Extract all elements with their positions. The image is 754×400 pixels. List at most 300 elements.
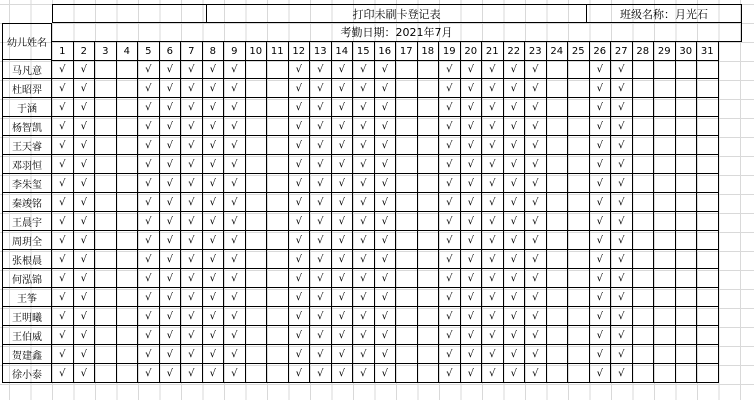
attendance-cell[interactable]: [633, 136, 655, 155]
attendance-cell[interactable]: √: [353, 364, 375, 383]
attendance-cell[interactable]: √: [160, 136, 182, 155]
attendance-cell[interactable]: [633, 98, 655, 117]
child-name[interactable]: 王天睿: [2, 136, 52, 155]
attendance-cell[interactable]: √: [332, 79, 354, 98]
attendance-cell[interactable]: [117, 60, 139, 79]
attendance-cell[interactable]: √: [332, 345, 354, 364]
attendance-cell[interactable]: [633, 364, 655, 383]
child-name[interactable]: 王伯威: [2, 326, 52, 345]
attendance-cell[interactable]: [396, 136, 418, 155]
attendance-cell[interactable]: √: [375, 326, 397, 345]
attendance-cell[interactable]: √: [74, 60, 96, 79]
attendance-cell[interactable]: √: [482, 212, 504, 231]
attendance-cell[interactable]: √: [74, 250, 96, 269]
attendance-cell[interactable]: √: [439, 345, 461, 364]
attendance-cell[interactable]: [418, 307, 440, 326]
attendance-cell[interactable]: √: [504, 136, 526, 155]
attendance-cell[interactable]: √: [375, 269, 397, 288]
attendance-cell[interactable]: √: [482, 231, 504, 250]
attendance-cell[interactable]: [676, 307, 698, 326]
spacer-cell[interactable]: [52, 4, 207, 23]
attendance-cell[interactable]: √: [482, 174, 504, 193]
attendance-cell[interactable]: √: [310, 193, 332, 212]
attendance-cell[interactable]: √: [439, 155, 461, 174]
attendance-cell[interactable]: √: [160, 212, 182, 231]
attendance-cell[interactable]: √: [289, 60, 311, 79]
attendance-cell[interactable]: √: [332, 288, 354, 307]
attendance-cell[interactable]: √: [138, 60, 160, 79]
attendance-cell[interactable]: √: [74, 288, 96, 307]
day-header-2[interactable]: 2: [74, 42, 96, 61]
attendance-cell[interactable]: [633, 60, 655, 79]
attendance-cell[interactable]: [654, 250, 676, 269]
day-header-19[interactable]: 19: [439, 42, 461, 61]
attendance-cell[interactable]: √: [482, 307, 504, 326]
attendance-cell[interactable]: √: [611, 117, 633, 136]
attendance-cell[interactable]: [117, 364, 139, 383]
attendance-cell[interactable]: √: [203, 326, 225, 345]
attendance-cell[interactable]: √: [332, 250, 354, 269]
attendance-cell[interactable]: √: [353, 174, 375, 193]
attendance-cell[interactable]: √: [353, 155, 375, 174]
attendance-cell[interactable]: [697, 117, 719, 136]
attendance-cell[interactable]: [676, 288, 698, 307]
attendance-cell[interactable]: √: [289, 269, 311, 288]
attendance-cell[interactable]: √: [203, 231, 225, 250]
attendance-cell[interactable]: √: [504, 212, 526, 231]
attendance-cell[interactable]: √: [160, 364, 182, 383]
attendance-cell[interactable]: √: [289, 155, 311, 174]
attendance-cell[interactable]: √: [52, 117, 74, 136]
attendance-cell[interactable]: [396, 174, 418, 193]
attendance-cell[interactable]: √: [525, 345, 547, 364]
attendance-cell[interactable]: [676, 155, 698, 174]
attendance-cell[interactable]: [654, 155, 676, 174]
attendance-cell[interactable]: [246, 212, 268, 231]
attendance-cell[interactable]: √: [289, 231, 311, 250]
attendance-cell[interactable]: √: [353, 345, 375, 364]
attendance-cell[interactable]: [676, 136, 698, 155]
attendance-cell[interactable]: [418, 98, 440, 117]
attendance-cell[interactable]: [246, 231, 268, 250]
attendance-cell[interactable]: [633, 155, 655, 174]
attendance-cell[interactable]: √: [310, 269, 332, 288]
attendance-cell[interactable]: √: [203, 193, 225, 212]
attendance-cell[interactable]: √: [289, 307, 311, 326]
class-name-label[interactable]: 班级名称：月光石: [587, 4, 742, 23]
attendance-cell[interactable]: √: [74, 193, 96, 212]
attendance-cell[interactable]: [95, 79, 117, 98]
attendance-cell[interactable]: [418, 155, 440, 174]
attendance-cell[interactable]: √: [203, 98, 225, 117]
attendance-cell[interactable]: [95, 231, 117, 250]
attendance-cell[interactable]: [547, 117, 569, 136]
attendance-cell[interactable]: [676, 117, 698, 136]
attendance-cell[interactable]: [95, 193, 117, 212]
attendance-cell[interactable]: √: [310, 307, 332, 326]
attendance-cell[interactable]: √: [224, 136, 246, 155]
child-name[interactable]: 马凡意: [2, 60, 52, 79]
attendance-cell[interactable]: [117, 288, 139, 307]
attendance-cell[interactable]: [547, 364, 569, 383]
attendance-cell[interactable]: [568, 231, 590, 250]
attendance-cell[interactable]: √: [590, 117, 612, 136]
attendance-cell[interactable]: √: [224, 60, 246, 79]
attendance-cell[interactable]: [267, 136, 289, 155]
attendance-cell[interactable]: [697, 212, 719, 231]
attendance-cell[interactable]: [547, 174, 569, 193]
attendance-cell[interactable]: [246, 155, 268, 174]
attendance-cell[interactable]: √: [375, 250, 397, 269]
attendance-cell[interactable]: √: [160, 250, 182, 269]
attendance-cell[interactable]: √: [375, 288, 397, 307]
attendance-cell[interactable]: [633, 250, 655, 269]
attendance-cell[interactable]: [547, 231, 569, 250]
attendance-cell[interactable]: √: [525, 212, 547, 231]
attendance-cell[interactable]: [95, 117, 117, 136]
attendance-cell[interactable]: √: [461, 212, 483, 231]
attendance-cell[interactable]: [418, 288, 440, 307]
attendance-cell[interactable]: √: [224, 326, 246, 345]
attendance-cell[interactable]: √: [203, 345, 225, 364]
child-name[interactable]: 周玥全: [2, 231, 52, 250]
attendance-cell[interactable]: [697, 307, 719, 326]
attendance-cell[interactable]: [568, 98, 590, 117]
attendance-cell[interactable]: √: [289, 364, 311, 383]
attendance-cell[interactable]: [117, 326, 139, 345]
attendance-cell[interactable]: √: [138, 98, 160, 117]
attendance-cell[interactable]: [418, 364, 440, 383]
day-header-6[interactable]: 6: [160, 42, 182, 61]
attendance-cell[interactable]: [267, 174, 289, 193]
attendance-cell[interactable]: [676, 193, 698, 212]
attendance-cell[interactable]: [697, 250, 719, 269]
attendance-cell[interactable]: √: [160, 326, 182, 345]
attendance-cell[interactable]: [654, 98, 676, 117]
day-header-22[interactable]: 22: [504, 42, 526, 61]
attendance-cell[interactable]: √: [461, 288, 483, 307]
attendance-cell[interactable]: √: [289, 326, 311, 345]
attendance-cell[interactable]: √: [289, 98, 311, 117]
attendance-cell[interactable]: √: [203, 269, 225, 288]
attendance-cell[interactable]: [633, 117, 655, 136]
attendance-cell[interactable]: √: [353, 98, 375, 117]
attendance-cell[interactable]: √: [590, 250, 612, 269]
attendance-cell[interactable]: [396, 326, 418, 345]
attendance-cell[interactable]: [568, 364, 590, 383]
attendance-cell[interactable]: √: [590, 60, 612, 79]
attendance-cell[interactable]: √: [504, 79, 526, 98]
attendance-cell[interactable]: [697, 155, 719, 174]
attendance-cell[interactable]: √: [461, 250, 483, 269]
attendance-cell[interactable]: [697, 60, 719, 79]
attendance-cell[interactable]: √: [160, 60, 182, 79]
attendance-cell[interactable]: √: [181, 288, 203, 307]
attendance-cell[interactable]: [568, 174, 590, 193]
attendance-cell[interactable]: [654, 79, 676, 98]
attendance-cell[interactable]: [95, 345, 117, 364]
attendance-cell[interactable]: [95, 136, 117, 155]
attendance-cell[interactable]: √: [482, 250, 504, 269]
day-header-15[interactable]: 15: [353, 42, 375, 61]
attendance-cell[interactable]: [633, 345, 655, 364]
attendance-cell[interactable]: [676, 212, 698, 231]
child-name[interactable]: 邓羽恒: [2, 155, 52, 174]
attendance-cell[interactable]: √: [310, 345, 332, 364]
day-header-26[interactable]: 26: [590, 42, 612, 61]
attendance-cell[interactable]: [654, 212, 676, 231]
attendance-cell[interactable]: √: [590, 345, 612, 364]
attendance-cell[interactable]: √: [482, 364, 504, 383]
day-header-11[interactable]: 11: [267, 42, 289, 61]
day-header-27[interactable]: 27: [611, 42, 633, 61]
attendance-cell[interactable]: √: [74, 364, 96, 383]
attendance-cell[interactable]: [547, 345, 569, 364]
attendance-cell[interactable]: √: [525, 269, 547, 288]
day-header-23[interactable]: 23: [525, 42, 547, 61]
attendance-cell[interactable]: √: [482, 136, 504, 155]
day-header-12[interactable]: 12: [289, 42, 311, 61]
attendance-cell[interactable]: [676, 60, 698, 79]
attendance-cell[interactable]: [568, 193, 590, 212]
attendance-cell[interactable]: [117, 136, 139, 155]
attendance-cell[interactable]: [267, 212, 289, 231]
attendance-cell[interactable]: √: [525, 174, 547, 193]
attendance-cell[interactable]: [547, 193, 569, 212]
attendance-cell[interactable]: [117, 193, 139, 212]
attendance-cell[interactable]: √: [332, 269, 354, 288]
attendance-cell[interactable]: √: [138, 364, 160, 383]
attendance-cell[interactable]: √: [590, 212, 612, 231]
attendance-cell[interactable]: √: [203, 250, 225, 269]
attendance-cell[interactable]: √: [525, 193, 547, 212]
attendance-cell[interactable]: √: [375, 60, 397, 79]
attendance-cell[interactable]: [547, 212, 569, 231]
attendance-cell[interactable]: [568, 269, 590, 288]
attendance-cell[interactable]: [246, 307, 268, 326]
attendance-cell[interactable]: √: [138, 155, 160, 174]
day-header-13[interactable]: 13: [310, 42, 332, 61]
attendance-cell[interactable]: √: [289, 136, 311, 155]
attendance-cell[interactable]: √: [525, 79, 547, 98]
attendance-cell[interactable]: √: [138, 193, 160, 212]
attendance-cell[interactable]: [568, 345, 590, 364]
attendance-cell[interactable]: √: [74, 212, 96, 231]
attendance-cell[interactable]: √: [461, 231, 483, 250]
attendance-cell[interactable]: √: [439, 174, 461, 193]
child-name[interactable]: 徐小泰: [2, 364, 52, 383]
attendance-cell[interactable]: [654, 231, 676, 250]
attendance-cell[interactable]: [654, 136, 676, 155]
day-header-31[interactable]: 31: [697, 42, 719, 61]
attendance-cell[interactable]: √: [181, 250, 203, 269]
day-header-30[interactable]: 30: [676, 42, 698, 61]
attendance-cell[interactable]: [246, 174, 268, 193]
attendance-cell[interactable]: √: [160, 269, 182, 288]
attendance-cell[interactable]: √: [482, 79, 504, 98]
attendance-cell[interactable]: √: [461, 117, 483, 136]
attendance-cell[interactable]: √: [74, 79, 96, 98]
day-header-4[interactable]: 4: [117, 42, 139, 61]
attendance-cell[interactable]: √: [52, 98, 74, 117]
day-header-3[interactable]: 3: [95, 42, 117, 61]
attendance-cell[interactable]: √: [52, 345, 74, 364]
attendance-cell[interactable]: [418, 174, 440, 193]
attendance-cell[interactable]: [246, 60, 268, 79]
attendance-cell[interactable]: √: [310, 79, 332, 98]
attendance-cell[interactable]: √: [611, 269, 633, 288]
attendance-cell[interactable]: [396, 117, 418, 136]
attendance-cell[interactable]: √: [482, 193, 504, 212]
attendance-cell[interactable]: [95, 364, 117, 383]
attendance-cell[interactable]: √: [439, 326, 461, 345]
attendance-cell[interactable]: √: [224, 307, 246, 326]
attendance-cell[interactable]: √: [74, 231, 96, 250]
attendance-cell[interactable]: √: [504, 250, 526, 269]
attendance-cell[interactable]: [654, 288, 676, 307]
attendance-cell[interactable]: √: [203, 364, 225, 383]
attendance-cell[interactable]: [267, 307, 289, 326]
attendance-cell[interactable]: [568, 326, 590, 345]
attendance-cell[interactable]: √: [224, 364, 246, 383]
attendance-cell[interactable]: √: [375, 364, 397, 383]
attendance-cell[interactable]: [418, 60, 440, 79]
attendance-cell[interactable]: √: [611, 60, 633, 79]
attendance-cell[interactable]: [267, 98, 289, 117]
attendance-cell[interactable]: √: [160, 288, 182, 307]
attendance-cell[interactable]: [246, 269, 268, 288]
attendance-cell[interactable]: √: [525, 364, 547, 383]
attendance-cell[interactable]: √: [504, 155, 526, 174]
attendance-cell[interactable]: [654, 364, 676, 383]
day-header-8[interactable]: 8: [203, 42, 225, 61]
attendance-cell[interactable]: √: [590, 174, 612, 193]
attendance-cell[interactable]: √: [375, 79, 397, 98]
attendance-cell[interactable]: √: [74, 307, 96, 326]
attendance-cell[interactable]: √: [138, 269, 160, 288]
attendance-cell[interactable]: √: [332, 98, 354, 117]
attendance-cell[interactable]: √: [289, 193, 311, 212]
attendance-cell[interactable]: [267, 155, 289, 174]
attendance-cell[interactable]: √: [353, 250, 375, 269]
attendance-cell[interactable]: √: [224, 288, 246, 307]
child-name[interactable]: 张根晨: [2, 250, 52, 269]
attendance-cell[interactable]: √: [310, 250, 332, 269]
attendance-cell[interactable]: √: [590, 326, 612, 345]
day-header-14[interactable]: 14: [332, 42, 354, 61]
attendance-cell[interactable]: √: [611, 250, 633, 269]
attendance-cell[interactable]: √: [160, 193, 182, 212]
attendance-cell[interactable]: √: [224, 174, 246, 193]
attendance-cell[interactable]: √: [482, 288, 504, 307]
attendance-cell[interactable]: √: [375, 174, 397, 193]
attendance-cell[interactable]: √: [461, 326, 483, 345]
attendance-cell[interactable]: √: [74, 136, 96, 155]
attendance-cell[interactable]: √: [525, 136, 547, 155]
attendance-cell[interactable]: √: [504, 288, 526, 307]
attendance-cell[interactable]: √: [353, 117, 375, 136]
attendance-cell[interactable]: √: [310, 174, 332, 193]
attendance-date-label[interactable]: 考勤日期：2021年7月: [52, 23, 742, 42]
attendance-cell[interactable]: √: [310, 98, 332, 117]
attendance-cell[interactable]: [396, 269, 418, 288]
attendance-cell[interactable]: [267, 231, 289, 250]
child-name[interactable]: 王晨宇: [2, 212, 52, 231]
attendance-cell[interactable]: [633, 269, 655, 288]
attendance-cell[interactable]: √: [611, 174, 633, 193]
attendance-cell[interactable]: [246, 250, 268, 269]
attendance-cell[interactable]: [568, 288, 590, 307]
attendance-cell[interactable]: √: [138, 288, 160, 307]
attendance-cell[interactable]: √: [461, 79, 483, 98]
attendance-cell[interactable]: [246, 79, 268, 98]
attendance-cell[interactable]: √: [181, 307, 203, 326]
attendance-cell[interactable]: [267, 345, 289, 364]
attendance-cell[interactable]: [697, 345, 719, 364]
attendance-cell[interactable]: √: [203, 79, 225, 98]
attendance-cell[interactable]: √: [353, 79, 375, 98]
attendance-cell[interactable]: [396, 79, 418, 98]
attendance-cell[interactable]: √: [138, 117, 160, 136]
attendance-cell[interactable]: [633, 79, 655, 98]
attendance-cell[interactable]: √: [332, 193, 354, 212]
attendance-cell[interactable]: √: [590, 155, 612, 174]
attendance-cell[interactable]: √: [439, 231, 461, 250]
attendance-cell[interactable]: √: [504, 326, 526, 345]
attendance-cell[interactable]: [568, 212, 590, 231]
day-header-17[interactable]: 17: [396, 42, 418, 61]
attendance-cell[interactable]: √: [525, 326, 547, 345]
attendance-cell[interactable]: [95, 288, 117, 307]
attendance-cell[interactable]: √: [482, 345, 504, 364]
attendance-cell[interactable]: √: [439, 288, 461, 307]
attendance-cell[interactable]: √: [310, 117, 332, 136]
name-column-header[interactable]: 幼儿姓名: [2, 23, 52, 60]
attendance-cell[interactable]: √: [203, 307, 225, 326]
attendance-cell[interactable]: [676, 364, 698, 383]
attendance-cell[interactable]: √: [525, 288, 547, 307]
attendance-cell[interactable]: √: [181, 60, 203, 79]
attendance-cell[interactable]: √: [203, 155, 225, 174]
attendance-cell[interactable]: [568, 307, 590, 326]
attendance-cell[interactable]: [697, 231, 719, 250]
attendance-cell[interactable]: √: [203, 136, 225, 155]
day-header-24[interactable]: 24: [547, 42, 569, 61]
attendance-cell[interactable]: √: [203, 288, 225, 307]
child-name[interactable]: 何泓锦: [2, 269, 52, 288]
attendance-cell[interactable]: [697, 364, 719, 383]
attendance-cell[interactable]: √: [332, 231, 354, 250]
attendance-cell[interactable]: [676, 174, 698, 193]
attendance-cell[interactable]: [418, 117, 440, 136]
attendance-cell[interactable]: [396, 231, 418, 250]
attendance-cell[interactable]: √: [52, 250, 74, 269]
attendance-cell[interactable]: √: [611, 307, 633, 326]
attendance-cell[interactable]: [418, 193, 440, 212]
attendance-cell[interactable]: √: [504, 269, 526, 288]
attendance-cell[interactable]: [547, 307, 569, 326]
attendance-cell[interactable]: √: [181, 174, 203, 193]
attendance-cell[interactable]: √: [590, 307, 612, 326]
attendance-cell[interactable]: √: [160, 174, 182, 193]
attendance-cell[interactable]: [246, 326, 268, 345]
attendance-cell[interactable]: √: [310, 155, 332, 174]
attendance-cell[interactable]: [95, 212, 117, 231]
attendance-cell[interactable]: √: [439, 193, 461, 212]
attendance-cell[interactable]: √: [611, 155, 633, 174]
day-header-1[interactable]: 1: [52, 42, 74, 61]
attendance-cell[interactable]: √: [611, 136, 633, 155]
